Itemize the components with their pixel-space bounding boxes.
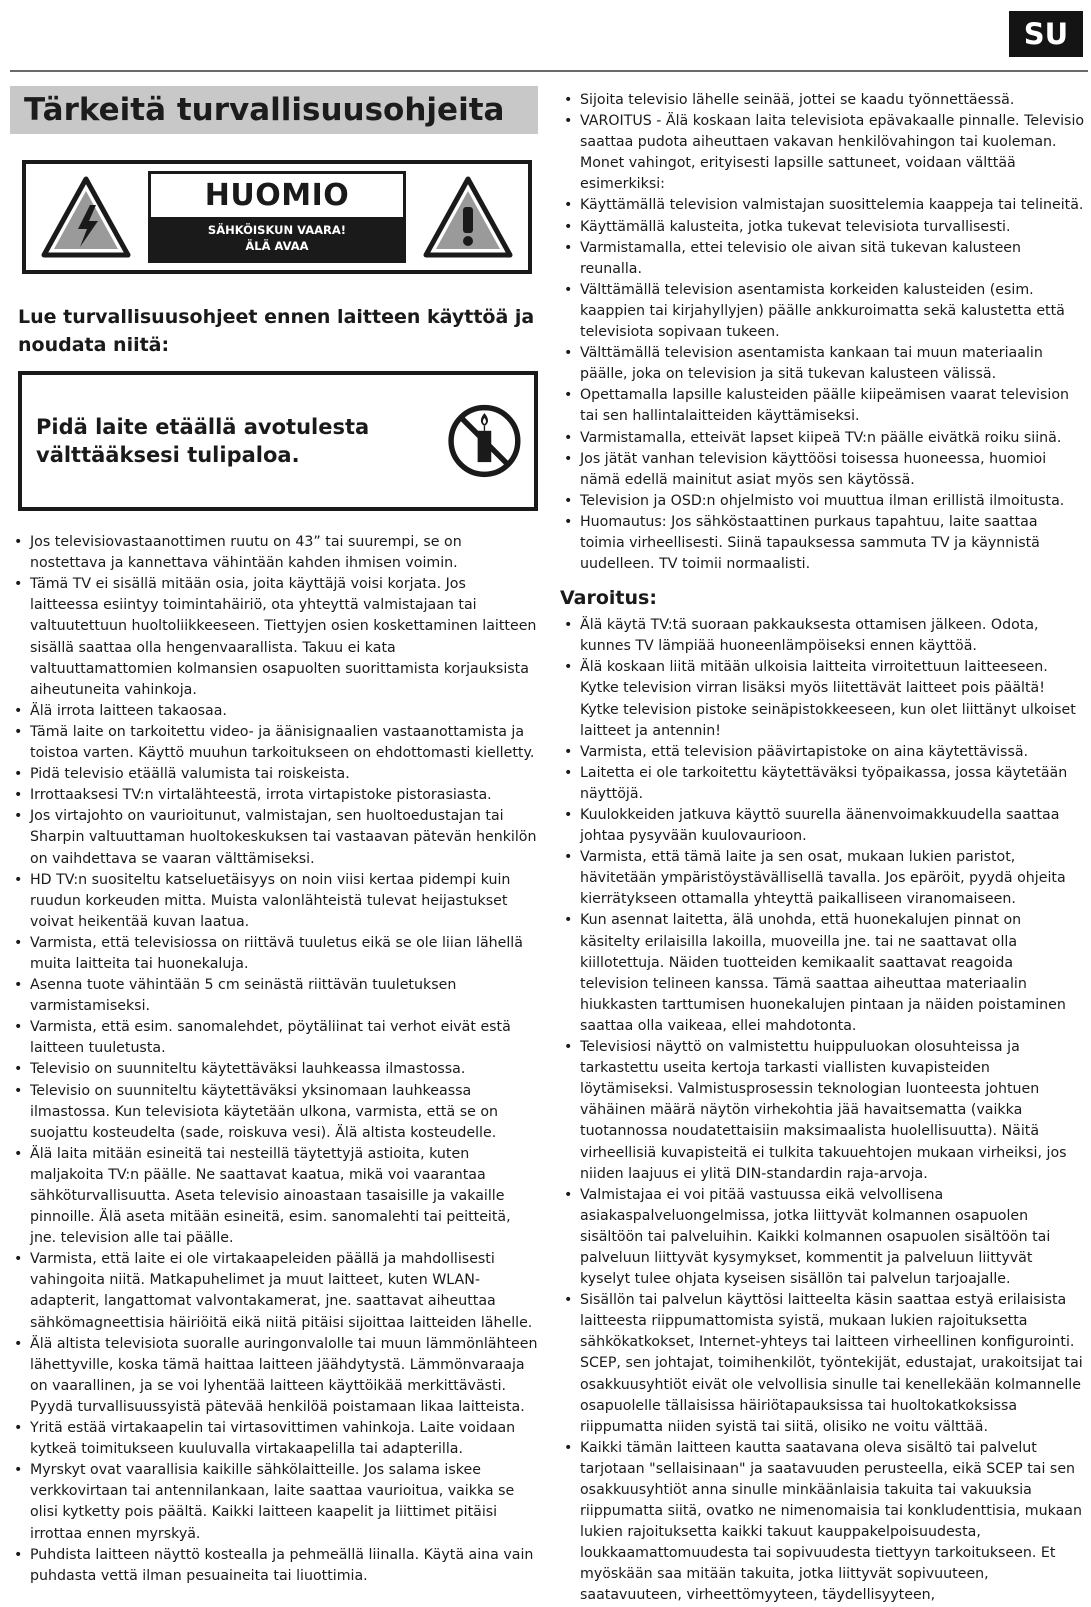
list-item: • Sijoita televisio lähelle seinää, jottei se kaadu työnnettäessä. — [560, 90, 1085, 111]
left-safety-list — [10, 532, 538, 1587]
read-instructions-heading: Lue turvallisuusohjeet ennen laitteen käyttöä ja noudata niitä: — [18, 306, 535, 356]
list-item: • Varmista, että laite ei ole virtakaapeleiden päällä ja mahdollisesti vahingoita niitä. Matkapuhelimet ja muut laitteet, kuten WLAN-adapterit, langattomat valvontakamerat, jne. saattavat aiheuttaa sähkömagneettisia häiriöitä eikä niitä pitäisi sijoittaa laitteiden lähelle. — [10, 1249, 538, 1333]
list-item: • Yritä estää virtakaapelin tai virtasovittimen vahinkoja. Laite voidaan kytkeä toimitukseen kuuluvalla virtakaapelilla tai adapterilla. — [10, 1418, 538, 1460]
list-item: • Valmistajaa ei voi pitää vastuussa eikä velvollisena asiakaspalveluongelmissa, jotka liittyvät kolmannen osapuolen sisältöön tai palveluihin. Kaikki kolmannen osapuolen sisältöön tai palveluun liittyvät kysymykset, kommentit ja palveluun liittyvät kyselyt tulee ohjata kyseisen sisällön tai palvelun tarjoajalle. — [560, 1185, 1085, 1290]
caution-label — [148, 171, 406, 263]
open-flame-text: Pidä laite etäällä avotulesta välttääksesi tulipaloa. — [36, 414, 370, 468]
list-item: • Varmistamalla, ettei televisio ole aivan sitä tukevan kalusteen reunalla. — [560, 238, 1085, 280]
list-item: • Varmista, että tämä laite ja sen osat, mukaan lukien paristot, hävitetään ympäristöystävällisellä tavalla. Jos epäröit, pyydä ohjeita kierrätykseen ottamalla yhteyttä paikalliseen viranomaiseen. — [560, 847, 1085, 910]
list-item: • Television ja OSD:n ohjelmisto voi muuttua ilman erillistä ilmoitusta. — [560, 491, 1085, 512]
warning-list — [560, 615, 1085, 1606]
electric-shock-warning — [22, 160, 532, 274]
caution-title: HUOMIO — [204, 178, 350, 213]
list-item: • Televisiosi näyttö on valmistettu huippuluokan olosuhteissa ja tarkastettu useita kertoja tarkasti viallisten kuvapisteiden löytämiseksi. Valmistusprosessin teknologian luonteesta johtuen vähäinen määrä näytön virhekohtia jää havaitsematta (vaikka tuotannossa noudatettaisiin maksimaalista huolellisuutta). Näitä virheellisiä kuvapisteitä ei tulkita takuuehtojen mukaan virheiksi, jos niiden laajuus ei ylitä DIN-standardin raja-arvoja. — [560, 1037, 1085, 1185]
list-item: • Älä irrota laitteen takaosaa. — [10, 701, 538, 722]
list-item: • Varmista, että esim. sanomalehdet, pöytäliinat tai verhot eivät estä laitteen tuuletusta. — [10, 1017, 538, 1059]
list-item: • Älä laita mitään esineitä tai nesteillä täytettyjä astioita, kuten maljakoita TV:n päälle. Ne saattavat kaatua, mikä voi vaarantaa sähköturvallisuutta. Aseta televisio ainoastaan tasaisille ja vakaille pinnoille. Älä aseta mitään esineitä, esim. sanomalehti tai peitteitä, jne. television alle tai päälle. — [10, 1144, 538, 1249]
warning-heading: Varoitus: — [560, 587, 657, 610]
do-not-open-text: ÄLÄ AVAA — [245, 238, 309, 253]
list-item: • Kuulokkeiden jatkuva käyttö suurella äänenvoimakkuudella saattaa johtaa pysyvään kuulovaurioon. — [560, 805, 1085, 847]
list-item: • Välttämällä television asentamista korkeiden kalusteiden (esim. kaappien tai kirjahyllyjen) päälle ankkuroimatta sekä kalustetta että televisiota sopivaan tukeen. — [560, 280, 1085, 343]
list-item: • Käyttämällä television valmistajan suosittelemia kaappeja tai telineitä. — [560, 195, 1085, 216]
list-item: • Älä koskaan liitä mitään ulkoisia laitteita virroitettuun laitteeseen. Kytke television virran lisäksi myös liitettävät laitteet pois päältä! Kytke television pistoke seinäpistokkeeseen, kun olet liittänyt ulkoiset laitteet ja antennin! — [560, 657, 1085, 741]
no-open-flame-icon — [447, 386, 522, 496]
language-badge: SU — [1009, 11, 1083, 57]
list-item: • Sisällön tai palvelun käyttösi laitteelta käsin saattaa estyä erilaisista laitteesta riippumattomista syistä, mukaan lukien rajoituksetta sähkökatkokset, Internet-yhteys tai laitteen virheellinen konfigurointi. SCEP, sen johtajat, toimihenkilöt, työntekijät, edustajat, urakoitsijat tai osakkuusyhtiöt eivät ole velvollisia sinulle tai kenellekään kolmannelle osapuolelle tällaisissa häiriötapauksissa tai huoltokatkoksissa riippumatta niiden syistä tai siitä, olisiko ne voitu välttää. — [560, 1290, 1085, 1438]
list-item: • Varmista, että televisiossa on riittävä tuuletus eikä se ole liian lähellä muita laitteita tai huonekaluja. — [10, 933, 538, 975]
list-item: • Tämä laite on tarkoitettu video- ja äänisignaalien vastaanottamista ja toistoa varten. Käyttö muuhun tarkoitukseen on ehdottomasti kielletty. — [10, 722, 538, 764]
list-item: • Jos televisiovastaanottimen ruutu on 43” tai suurempi, se on nostettava ja kannettava vähintään kahden ihmisen voimin. — [10, 532, 538, 574]
right-column — [560, 90, 1085, 1607]
list-item: • Televisio on suunniteltu käytettäväksi lauhkeassa ilmastossa. — [10, 1059, 538, 1080]
list-item: • Pidä televisio etäällä valumista tai roiskeista. — [10, 764, 538, 785]
list-item: • VAROITUS - Älä koskaan laita televisiota epävakaalle pinnalle. Televisio saattaa pudota aiheuttaen vakavan henkilövahingon tai kuoleman. Monet vahingot, erityisesti lapsille sattuneet, voidaan välttää esimerkiksi: — [560, 111, 1085, 195]
list-item: • Jos jätät vanhan television käyttöösi toisessa huoneessa, huomioi nämä edellä mainitut asiat myös sen käytössä. — [560, 449, 1085, 491]
list-item: • Asenna tuote vähintään 5 cm seinästä riittävän tuuletuksen varmistamiseksi. — [10, 975, 538, 1017]
page-title: Tärkeitä turvallisuusohjeita — [10, 86, 538, 134]
list-item: • Jos virtajohto on vaurioitunut, valmistajan, sen huoltoedustajan tai Sharpin valtuuttaman huoltokeskuksen tai vastaavan pätevän henkilön on vaihdettava se vaaran välttämiseksi. — [10, 806, 538, 869]
list-item: • Puhdista laitteen näyttö kostealla ja pehmeällä liinalla. Käytä aina vain puhdasta vettä ilman pesuaineita tai liuottimia. — [10, 1545, 538, 1587]
exclamation-warning-icon — [422, 175, 514, 259]
open-flame-warning — [18, 371, 538, 511]
caution-subtitle — [151, 217, 403, 260]
list-item: • Myrskyt ovat vaarallisia kaikille sähkölaitteille. Jos salama iskee verkkovirtaan tai antennilankaan, laite saattaa vaurioitua, vaikka se olisi kytketty pois päältä. Kaikki laitteen kaapelit ja liittimet pitäisi irrottaa ennen myrskyä. — [10, 1460, 538, 1544]
list-item: • HD TV:n suositeltu katseluetäisyys on noin viisi kertaa pidempi kuin ruudun korkeuden mitta. Muista valonlähteistä tulevat heijastukset voivat heikentää kuvan laatua. — [10, 870, 538, 933]
list-item: • Kun asennat laitetta, älä unohda, että huonekalujen pinnat on käsitelty erilaisilla lakoilla, muoveilla jne. tai ne saattavat olla kiillotettuja. Näiden tuotteiden kemikaalit saattavat reagoida television telineen kanssa. Tämä saattaa aiheuttaa materiaalin hiukkasten tarttumisen huonekalujen pintaan ja näiden poistaminen saattaa olla vaikeaa, ellei mahdotonta. — [560, 910, 1085, 1037]
shock-hazard-text: SÄHKÖISKUN VAARA! — [207, 222, 347, 237]
list-item: • Laitetta ei ole tarkoitettu käytettäväksi työpaikassa, jossa käytetään näyttöjä. — [560, 763, 1085, 805]
list-item: • Huomautus: Jos sähköstaattinen purkaus tapahtuu, laite saattaa toimia virheellisesti. Siinä tapauksessa sammuta TV ja käynnistä uudelleen. TV toimii normaalisti. — [560, 512, 1085, 575]
list-item: • Varmista, että television päävirtapistoke on aina käytettävissä. — [560, 742, 1085, 763]
list-item: • Kaikki tämän laitteen kautta saatavana oleva sisältö tai palvelut tarjotaan "sellaisinaan" ja saatavuuden perusteella, eikä SCEP tai sen osakkuusyhtiöt anna sinulle minkäänlaisia takuita tai vakuuksia riippumatta siitä, ovatko ne nimenomaisia tai konkludenttisia, mukaan lukien rajoituksetta kaikki takuut kauppakelpoisuudesta, loukkaamattomuudesta tai sopivuudesta tiettyyn tarkoitukseen. Et myöskään saa mitään takuita, jotka liittyvät sopivuuteen, saatavuuteen, virheettömyyteen, täydellisyyteen, — [560, 1438, 1085, 1607]
list-item: • Käyttämällä kalusteita, jotka tukevat televisiota turvallisesti. — [560, 217, 1085, 238]
lightning-warning-icon — [40, 175, 132, 259]
list-item: • Irrottaaksesi TV:n virtalähteestä, irrota virtapistoke pistorasiasta. — [10, 785, 538, 806]
list-item: • Opettamalla lapsille kalusteiden päälle kiipeämisen vaarat television tai sen hallintalaitteiden käyttämiseksi. — [560, 385, 1085, 427]
list-item: • Televisio on suunniteltu käytettäväksi yksinomaan lauhkeassa ilmastossa. Kun televisiota käytetään ulkona, varmista, että se on suojattu kosteudelta (sade, roiskuva vesi). Älä altista kosteudelle. — [10, 1081, 538, 1144]
list-item: • Tämä TV ei sisällä mitään osia, joita käyttäjä voisi korjata. Jos laitteessa esiintyy toimintahäiriö, ota yhteyttä valmistajaan tai valtuutettuun huoltoliikkeeseen. Tiettyjen osien koskettaminen laitteen sisällä saattaa olla hengenvaarallista. Takuu ei kata valtuuttamattomien kolmansien osapuolten suorittamista korjauksista aiheutuneita vahinkoja. — [10, 574, 538, 701]
list-item: • Älä altista televisiota suoralle auringonvalolle tai muun lämmönlähteen lähettyville, koska tämä haittaa laitteen jäähdytystä. Lämmönvaraaja on vaarallinen, ja se voi lyhentää laitteen käyttöikää merkittävästi. Pyydä turvallisuussyistä pätevää henkilöä poistamaan likaa laitteista. — [10, 1334, 538, 1418]
left-column — [10, 86, 538, 1587]
list-item: • Välttämällä television asentamista kankaan tai muun materiaalin päälle, joka on television ja sitä tukevan kalusteen välissä. — [560, 343, 1085, 385]
header-divider — [10, 70, 1088, 72]
right-safety-list — [560, 90, 1085, 575]
list-item: • Älä käytä TV:tä suoraan pakkauksesta ottamisen jälkeen. Odota, kunnes TV lämpiää huoneenlämpöiseksi ennen käyttöä. — [560, 615, 1085, 657]
list-item: • Varmistamalla, etteivät lapset kiipeä TV:n päälle eivätkä roiku siinä. — [560, 428, 1085, 449]
